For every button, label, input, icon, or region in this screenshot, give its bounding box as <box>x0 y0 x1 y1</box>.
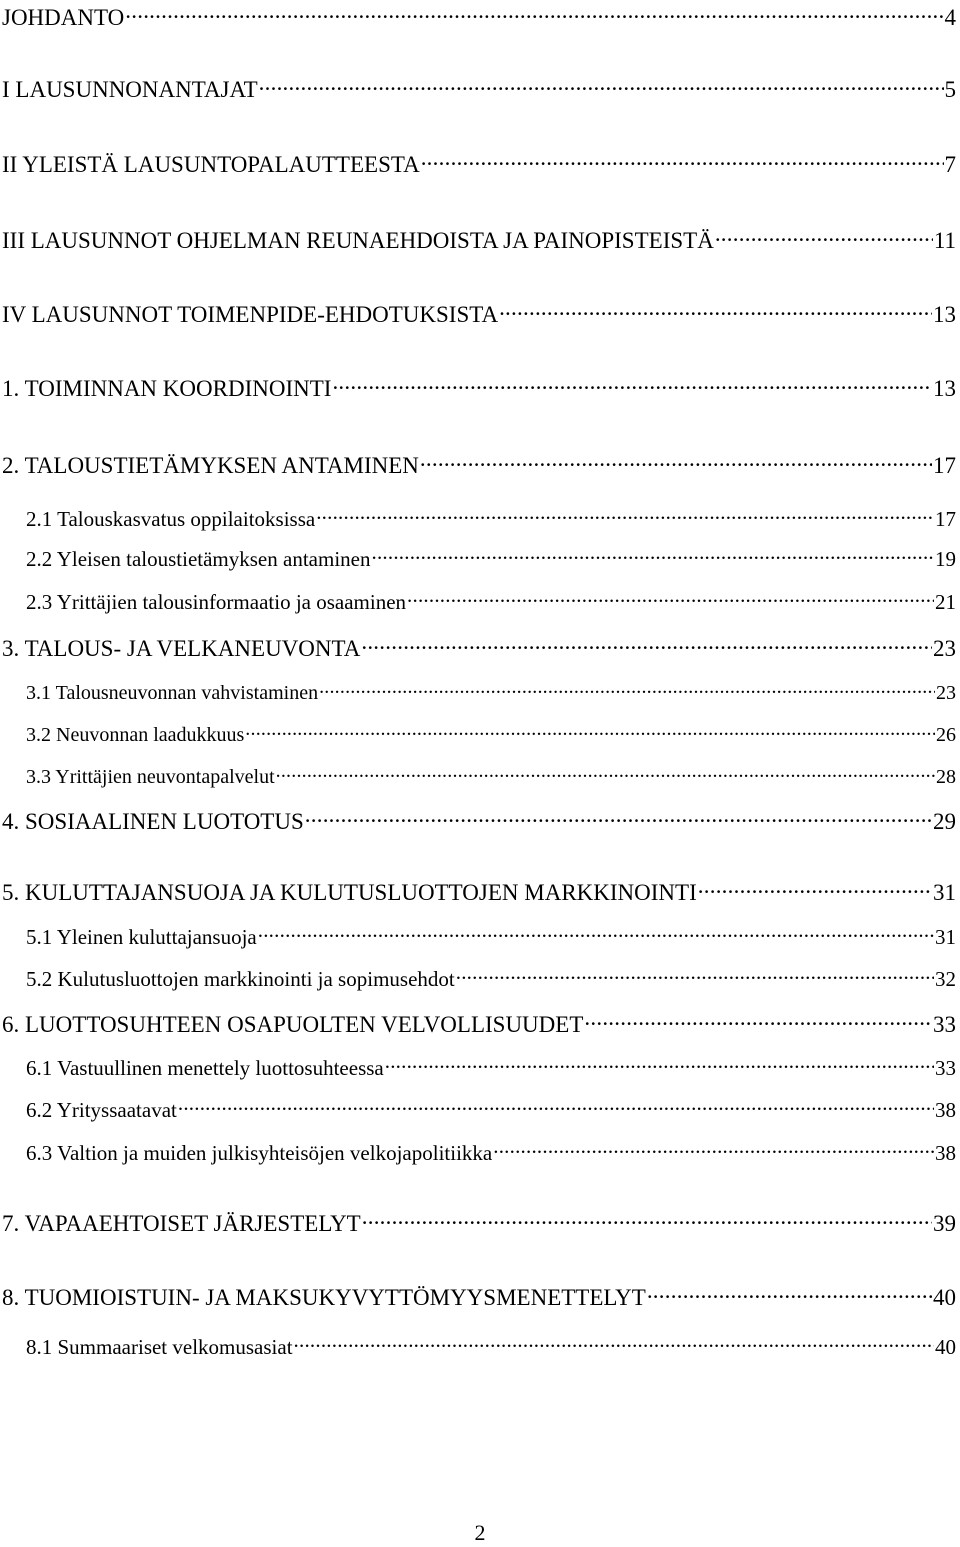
toc-entry-title: 6. LUOTTOSUHTEEN OSAPUOLTEN VELVOLLISUUDET <box>2 1012 584 1037</box>
toc-entry-title: 5.2 Kulutusluottojen markkinointi ja sopimusehdot <box>26 967 455 991</box>
toc-entry-title: 4. SOSIAALINEN LUOTOTUS <box>2 809 304 834</box>
toc-leader-dots <box>178 1096 934 1117</box>
toc-entry-page: 13 <box>933 376 956 401</box>
toc-entry-title: II YLEISTÄ LAUSUNTOPALAUTTEESTA <box>2 152 420 177</box>
toc-entry-title: 6.3 Valtion ja muiden julkisyhteisöjen velkojapolitiikka <box>26 1141 493 1165</box>
toc-entry-8-1[interactable] <box>26 1333 956 1358</box>
toc-entry-6-2[interactable] <box>26 1096 956 1121</box>
toc-entry-lausunnonantajat[interactable] <box>2 74 956 101</box>
toc-entry-title: 8. TUOMIOISTUIN- JA MAKSUKYVYTTÖMYYSMENETTELYT <box>2 1285 646 1310</box>
toc-entry-page: 7 <box>944 152 956 177</box>
toc-leader-dots <box>319 679 935 699</box>
toc-entry-page: 33 <box>935 1056 956 1080</box>
toc-entry-title: 2.1 Talouskasvatus oppilaitoksissa <box>26 507 316 531</box>
toc-entry-page: 17 <box>933 453 956 478</box>
toc-entry-5-1[interactable] <box>26 923 956 948</box>
toc-leader-dots <box>647 1282 932 1305</box>
toc-entry-johdanto[interactable] <box>2 2 956 29</box>
toc-entry-page: 31 <box>935 925 956 949</box>
toc-entry-talous-ja-velkaneuvonta[interactable] <box>2 633 956 660</box>
toc-leader-dots <box>276 763 935 783</box>
toc-entry-toimenpide-ehdotukset[interactable] <box>2 299 956 326</box>
toc-entry-luottosuhteen-osapuolet[interactable] <box>2 1009 956 1036</box>
toc-entry-page: 40 <box>933 1285 956 1310</box>
toc-entry-page: 40 <box>935 1335 956 1359</box>
toc-entry-page: 38 <box>935 1141 956 1165</box>
toc-leader-dots <box>258 923 934 944</box>
toc-leader-dots <box>125 2 943 25</box>
toc-entry-page: 28 <box>936 766 956 788</box>
toc-leader-dots <box>698 877 932 900</box>
toc-entry-vapaaehtoiset-jarjestelyt[interactable] <box>2 1208 956 1235</box>
toc-entry-reunaehdot[interactable] <box>2 225 956 252</box>
page-number: 2 <box>474 1520 486 1545</box>
toc-entry-page: 26 <box>936 724 956 746</box>
toc-entry-page: 29 <box>933 809 956 834</box>
toc-entry-sosiaalinen-luototus[interactable] <box>2 806 956 833</box>
toc-entry-page: 21 <box>935 590 956 614</box>
toc-leader-dots <box>259 74 944 97</box>
toc-entry-title: I LAUSUNNONANTAJAT <box>2 77 258 102</box>
toc-leader-dots <box>362 1208 932 1231</box>
toc-leader-dots <box>499 299 932 322</box>
toc-leader-dots <box>371 545 934 566</box>
toc-entry-2-1[interactable] <box>26 505 956 530</box>
toc-entry-page: 23 <box>933 636 956 661</box>
toc-leader-dots <box>715 225 933 248</box>
toc-leader-dots <box>493 1139 934 1160</box>
toc-entry-taloustietamyksen-antaminen[interactable] <box>2 450 956 477</box>
toc-entry-title: 8.1 Summaariset velkomusasiat <box>26 1335 293 1359</box>
toc-entry-kuluttajansuoja[interactable] <box>2 877 956 904</box>
toc-leader-dots <box>245 721 935 741</box>
toc-leader-dots <box>420 450 932 473</box>
toc-leader-dots <box>407 588 934 609</box>
toc-entry-toiminnan-koordinointi[interactable] <box>2 373 956 400</box>
toc-entry-page: 19 <box>935 547 956 571</box>
toc-entry-title: 5. KULUTTAJANSUOJA JA KULUTUSLUOTTOJEN MARKKINOINTI <box>2 880 697 905</box>
toc-entry-title: 7. VAPAAEHTOISET JÄRJESTELYT <box>2 1211 361 1236</box>
toc-entry-page: 4 <box>944 5 956 30</box>
toc-entry-page: 17 <box>935 507 956 531</box>
toc-entry-title: 1. TOIMINNAN KOORDINOINTI <box>2 376 332 401</box>
toc-entry-page: 39 <box>933 1211 956 1236</box>
toc-leader-dots <box>361 633 932 656</box>
toc-entry-title: 3.1 Talousneuvonnan vahvistaminen <box>26 682 319 704</box>
toc-leader-dots <box>316 505 934 526</box>
toc-entry-title: III LAUSUNNOT OHJELMAN REUNAEHDOISTA JA PAINOPISTEISTÄ <box>2 228 714 253</box>
toc-entry-3-2[interactable] <box>26 721 956 745</box>
toc-entry-title: 6.1 Vastuullinen menettely luottosuhteessa <box>26 1056 384 1080</box>
toc-entry-title: 3.3 Yrittäjien neuvontapalvelut <box>26 766 275 788</box>
toc-leader-dots <box>294 1333 934 1354</box>
toc-entry-page: 11 <box>933 228 956 253</box>
toc-entry-2-2[interactable] <box>26 545 956 570</box>
toc-entry-page: 32 <box>935 967 956 991</box>
toc-leader-dots <box>305 806 932 829</box>
toc-entry-title: 2. TALOUSTIETÄMYKSEN ANTAMINEN <box>2 453 419 478</box>
toc-leader-dots <box>332 373 932 396</box>
toc-entry-page: 5 <box>944 77 956 102</box>
toc-entry-title: 3. TALOUS- JA VELKANEUVONTA <box>2 636 361 661</box>
toc-entry-title: 6.2 Yrityssaatavat <box>26 1098 177 1122</box>
toc-entry-title: 5.1 Yleinen kuluttajansuoja <box>26 925 257 949</box>
toc-entry-3-3[interactable] <box>26 763 956 787</box>
toc-leader-dots <box>456 965 934 986</box>
toc-entry-title: JOHDANTO <box>2 5 125 30</box>
toc-entry-page: 13 <box>933 302 956 327</box>
toc-entry-yleista-lausuntopalautteesta[interactable] <box>2 149 956 176</box>
toc-leader-dots <box>421 149 944 172</box>
toc-entry-page: 33 <box>933 1012 956 1037</box>
toc-entry-page: 31 <box>933 880 956 905</box>
toc-leader-dots <box>584 1009 932 1032</box>
toc-entry-page: 23 <box>936 682 956 704</box>
toc-entry-title: 2.2 Yleisen taloustietämyksen antaminen <box>26 547 371 571</box>
toc-entry-tuomioistuin[interactable] <box>2 1282 956 1309</box>
toc-entry-3-1[interactable] <box>26 679 956 703</box>
toc-entry-5-2[interactable] <box>26 965 956 990</box>
toc-entry-title: IV LAUSUNNOT TOIMENPIDE-EHDOTUKSISTA <box>2 302 499 327</box>
toc-entry-6-1[interactable] <box>26 1054 956 1079</box>
toc-entry-title: 2.3 Yrittäjien talousinformaatio ja osaaminen <box>26 590 407 614</box>
toc-entry-title: 3.2 Neuvonnan laadukkuus <box>26 724 245 746</box>
toc-entry-6-3[interactable] <box>26 1139 956 1164</box>
toc-entry-2-3[interactable] <box>26 588 956 613</box>
toc-leader-dots <box>385 1054 934 1075</box>
toc-entry-page: 38 <box>935 1098 956 1122</box>
